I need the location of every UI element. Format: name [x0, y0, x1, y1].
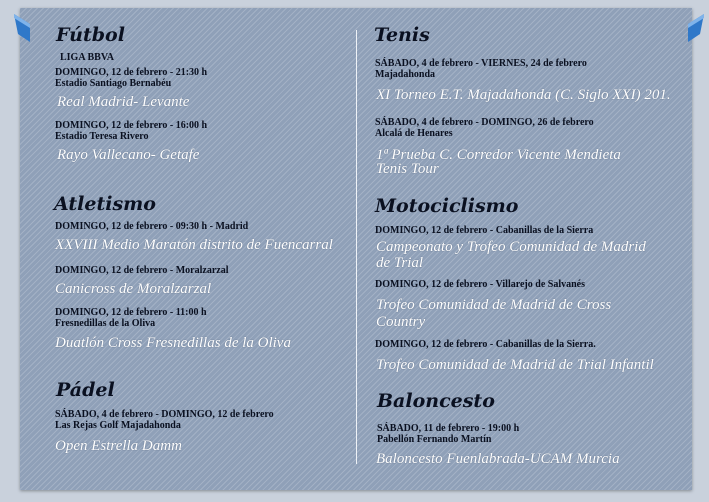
padel-e1-event: Open Estrella Damm: [55, 438, 182, 454]
tenis-e2-venue: Alcalá de Henares: [375, 128, 453, 139]
atletismo-e3-event: Duatlón Cross Fresnedillas de la Oliva: [55, 335, 291, 351]
motociclismo-e3-date: DOMINGO, 12 de febrero - Cabanillas de la Sierra.: [375, 339, 596, 350]
futbol-match2-venue: Estadio Teresa Rivero: [55, 131, 149, 142]
futbol-heading: Fútbol: [56, 24, 125, 46]
atletismo-e1-event: XXVIII Medio Maratón distrito de Fuencarral: [55, 237, 333, 253]
padel-heading: Pádel: [56, 379, 115, 401]
baloncesto-e1-date: SÁBADO, 11 de febrero - 19:00 h: [377, 423, 520, 434]
motociclismo-e2-date: DOMINGO, 12 de febrero - Villarejo de Salvanés: [375, 279, 585, 290]
atletismo-e1-date: DOMINGO, 12 de febrero - 09:30 h - Madrid: [55, 221, 249, 232]
padel-e1-date: SÁBADO, 4 de febrero - DOMINGO, 12 de febrero: [55, 409, 274, 420]
futbol-match1-event: Real Madrid- Levante: [57, 94, 190, 110]
padel-e1-venue: Las Rejas Golf Majadahonda: [55, 420, 181, 431]
futbol-match1-date: DOMINGO, 12 de febrero - 21:30 h: [55, 67, 208, 78]
baloncesto-e1-event: Baloncesto Fuenlabrada-UCAM Murcia: [376, 451, 620, 467]
futbol-match1-venue: Estadio Santiago Bernabéu: [55, 78, 172, 89]
motociclismo-e1-event-line1: Campeonato y Trofeo Comunidad de Madrid: [376, 239, 646, 255]
motociclismo-heading: Motociclismo: [375, 195, 519, 217]
tenis-e2-event-line1: 1ª Prueba C. Corredor Vicente Mendieta: [376, 147, 621, 163]
motociclismo-e1-event-line2: de Trial: [376, 255, 424, 271]
right-corner-tab-icon: [688, 14, 704, 42]
baloncesto-e1-venue: Pabellón Fernando Martín: [377, 434, 492, 445]
atletismo-e3-venue: Fresnedillas de la Oliva: [55, 318, 156, 329]
futbol-match2-event: Rayo Vallecano- Getafe: [57, 147, 200, 163]
futbol-match2-date: DOMINGO, 12 de febrero - 16:00 h: [55, 120, 208, 131]
atletismo-e2-date: DOMINGO, 12 de febrero - Moralzarzal: [55, 265, 229, 276]
motociclismo-e3-event: Trofeo Comunidad de Madrid de Trial Infantil: [376, 357, 654, 373]
tenis-e2-event-line2: Tenis Tour: [376, 161, 439, 177]
futbol-league: LIGA BBVA: [60, 52, 115, 63]
motociclismo-e2-event-line1: Trofeo Comunidad de Madrid de Cross: [376, 297, 612, 313]
tenis-e1-date: SÁBADO, 4 de febrero - VIERNES, 24 de febrero: [375, 58, 587, 69]
motociclismo-e2-event-line2: Country: [376, 314, 426, 330]
tenis-e1-event: XI Torneo E.T. Majadahonda (C. Siglo XXI) 201.: [376, 87, 671, 103]
tenis-e1-venue: Majadahonda: [375, 69, 436, 80]
left-corner-tab-icon: [14, 14, 30, 42]
atletismo-e2-event: Canicross de Moralzarzal: [55, 281, 212, 297]
atletismo-e3-date: DOMINGO, 12 de febrero - 11:00 h: [55, 307, 207, 318]
tenis-heading: Tenis: [374, 24, 430, 46]
motociclismo-e1-date: DOMINGO, 12 de febrero - Cabanillas de la Sierra: [375, 225, 594, 236]
tenis-e2-date: SÁBADO, 4 de febrero - DOMINGO, 26 de febrero: [375, 117, 594, 128]
baloncesto-heading: Baloncesto: [377, 390, 495, 412]
column-divider: [356, 30, 357, 464]
atletismo-heading: Atletismo: [54, 193, 156, 215]
